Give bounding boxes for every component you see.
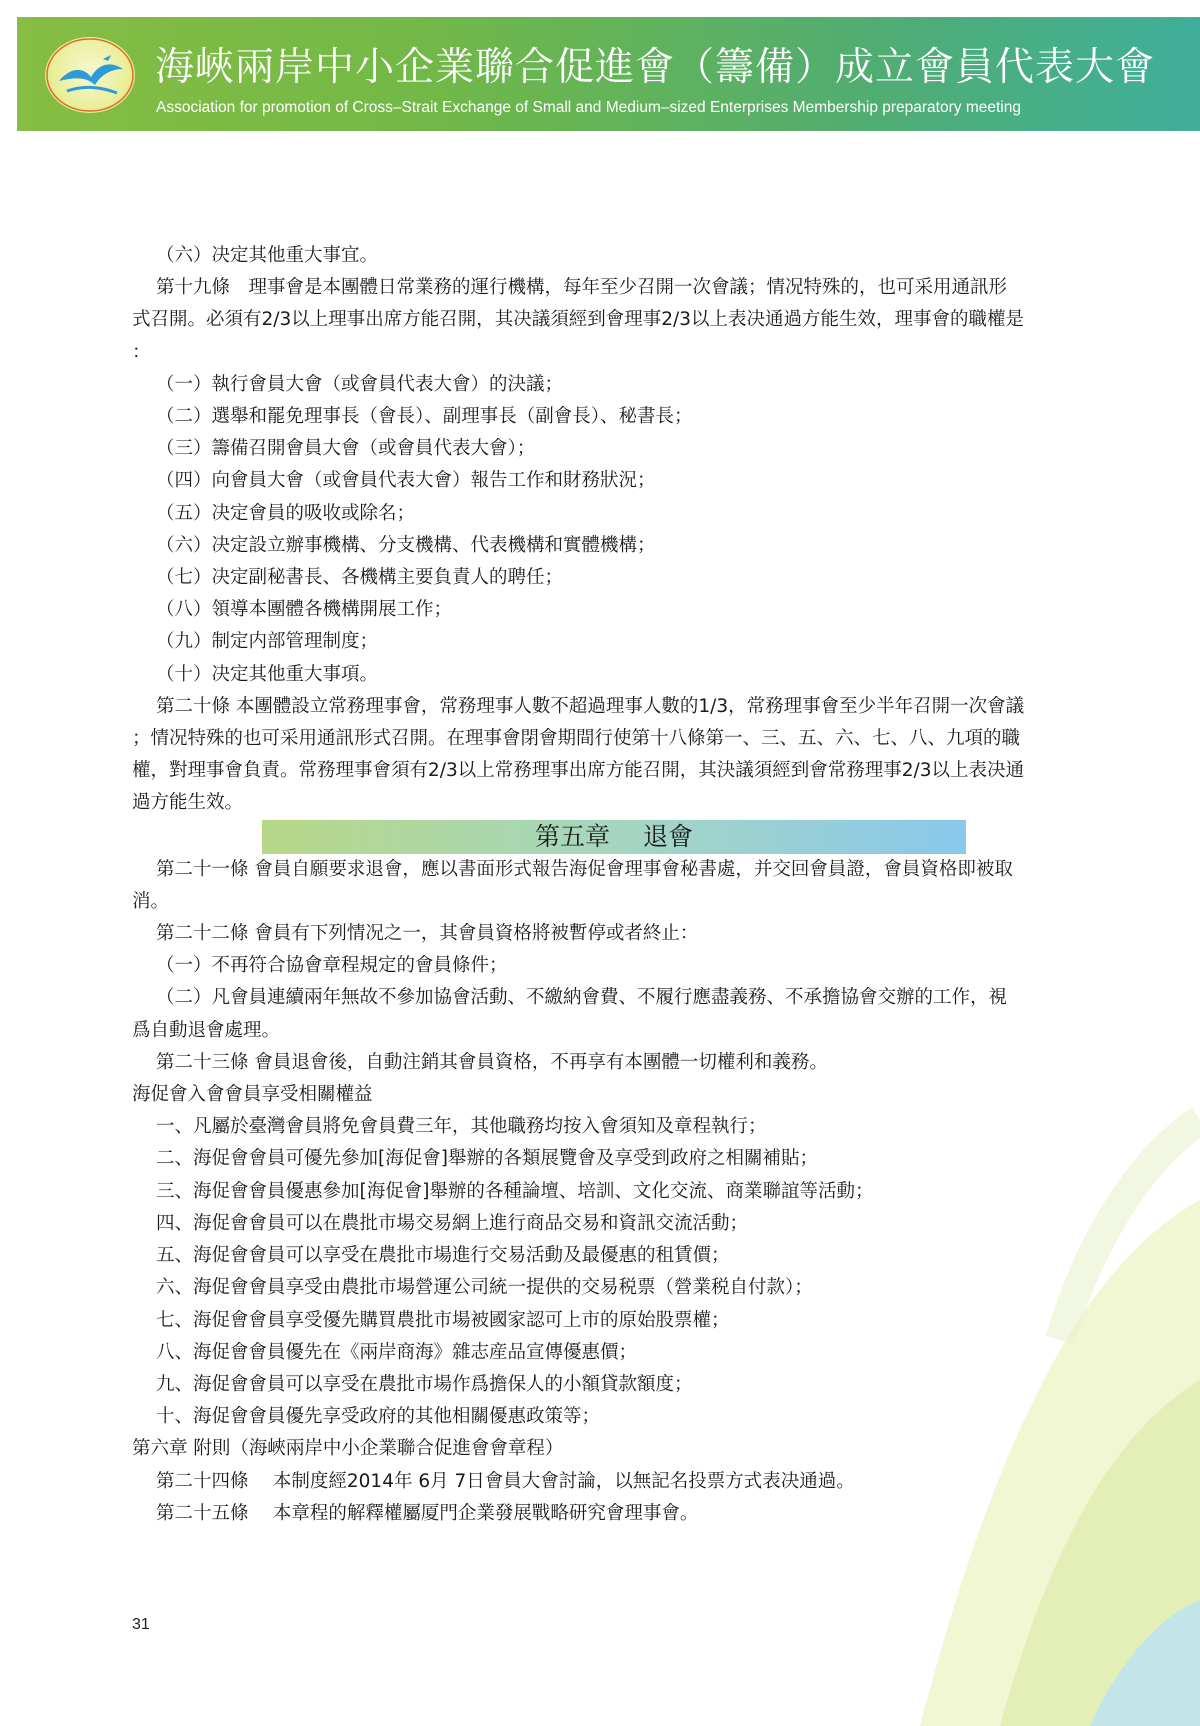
article-22: 第二十二條 會員有下列情况之一，其會員資格將被暫停或者終止：: [156, 923, 699, 945]
list-item: （一）不再符合協會章程規定的會員條件；: [156, 955, 508, 977]
list-item: （七）决定副秘書長、各機構主要負責人的聘任；: [156, 567, 564, 589]
list-item: （八）領導本團體各機構開展工作；: [156, 599, 453, 621]
text-line: ：: [132, 341, 151, 363]
chapter-6-heading: 第六章 附則（海峽兩岸中小企業聯合促進會會章程）: [132, 1438, 564, 1460]
benefit-item: 九、海促會會員可以享受在農批市場作爲擔保人的小額貸款額度；: [156, 1373, 693, 1395]
benefit-item: 七、海促會會員享受優先購買農批市場被國家認可上市的原始股票權；: [156, 1309, 730, 1331]
text-line: 式召開。必須有2/3以上理事出席方能召開，其决議須經到會理事2/3以上表决通過方能生效，理事會的職權是: [132, 309, 1025, 331]
benefit-item: 六、海促會會員享受由農批市場營運公司統一提供的交易税票（營業税自付款）；: [156, 1277, 813, 1299]
page-number: 31: [132, 1616, 150, 1633]
article-23: 第二十三條 會員退會後，自動注銷其會員資格，不再享有本團體一切權利和義務。: [156, 1051, 828, 1073]
text-line: 過方能生效。: [132, 792, 244, 814]
header-banner: [17, 17, 1200, 131]
list-item: （四）向會員大會（或會員代表大會）報告工作和財務狀況；: [156, 470, 656, 492]
text-line: 爲自動退會處理。: [132, 1019, 281, 1041]
article-25: 第二十五條 本章程的解釋權屬厦門企業發展戰略研究會理事會。: [156, 1502, 699, 1524]
benefit-item: 四、海促會會員可以在農批市場交易網上進行商品交易和資訊交流活動；: [156, 1212, 749, 1234]
benefit-item: 八、海促會會員優先在《兩岸商海》雜志産品宣傳優惠價；: [156, 1341, 638, 1363]
list-item: （二）凡會員連續兩年無故不參加協會活動、不繳納會費、不履行應盡義務、不承擔協會交辦的工作，視: [156, 987, 1008, 1009]
section-heading: 海促會入會會員享受相關權益: [132, 1084, 373, 1106]
article-21: 第二十一條 會員自願要求退會，應以書面形式報告海促會理事會秘書處，并交回會員證，會員資格即被取: [156, 858, 1013, 880]
logo-bird-icon: [45, 37, 135, 113]
text-line: （六）决定其他重大事宜。: [156, 245, 379, 266]
chapter-heading: 第五章 退會: [262, 820, 966, 854]
article-19: 第十九條 理事會是本團體日常業務的運行機構，每年至少召開一次會議；情况特殊的，也可采用通訊形: [156, 277, 1008, 299]
list-item: （六）决定設立辦事機構、分支機構、代表機構和實體機構；: [156, 534, 656, 556]
list-item: （十）决定其他重大事項。: [156, 663, 379, 685]
text-line: 權，對理事會負責。常務理事會須有2/3以上常務理事出席方能召開，其決議須經到會常務理事2/3以上表决通: [132, 760, 1025, 782]
article-20: 第二十條 本團體設立常務理事會，常務理事人數不超過理事人數的1/3，常務理事會至少半年召開一次會議: [156, 695, 1025, 717]
benefit-item: 五、海促會會員可以享受在農批市場進行交易活動及最優惠的租賃價；: [156, 1245, 730, 1267]
document-body: [132, 240, 1102, 1530]
list-item: （二）選舉和罷免理事長（會長）、副理事長（副會長）、秘書長；: [156, 406, 693, 428]
text-line: ；情况特殊的也可采用通訊形式召開。在理事會閉會期間行使第十八條第一、三、五、六、七、八、九項的職: [132, 728, 1021, 750]
list-item: （三）籌備召開會員大會（或會員代表大會）；: [156, 438, 536, 460]
benefit-item: 三、海促會會員優惠參加[海促會]舉辦的各種論壇、培訓、文化交流、商業聯誼等活動；: [156, 1180, 874, 1202]
benefit-item: 一、凡屬於臺灣會員將免會員費三年，其他職務均按入會須知及章程執行；: [156, 1116, 767, 1138]
benefit-item: 二、海促會會員可優先參加[海促會]舉辦的各類展覽會及享受到政府之相關補貼；: [156, 1148, 818, 1170]
list-item: （五）决定會員的吸收或除名；: [156, 502, 416, 524]
benefit-item: 十、海促會會員優先享受政府的其他相關優惠政策等；: [156, 1406, 601, 1428]
text-line: 消。: [132, 890, 170, 912]
list-item: （一）執行會員大會（或會員代表大會）的決議；: [156, 373, 564, 395]
list-item: （九）制定内部管理制度；: [156, 631, 379, 653]
header-subtitle: Association for promotion of Cross–Strait Exchange of Small and Medium–sized Enterprises Membership preparatory meeting: [156, 99, 1021, 116]
association-logo: [45, 37, 135, 113]
article-24: 第二十四條 本制度經2014年 6月 7日會員大會討論，以無記名投票方式表决通過。: [156, 1470, 855, 1492]
header-title: 海峽兩岸中小企業聯合促進會（籌備）成立會員代表大會: [155, 45, 1156, 90]
